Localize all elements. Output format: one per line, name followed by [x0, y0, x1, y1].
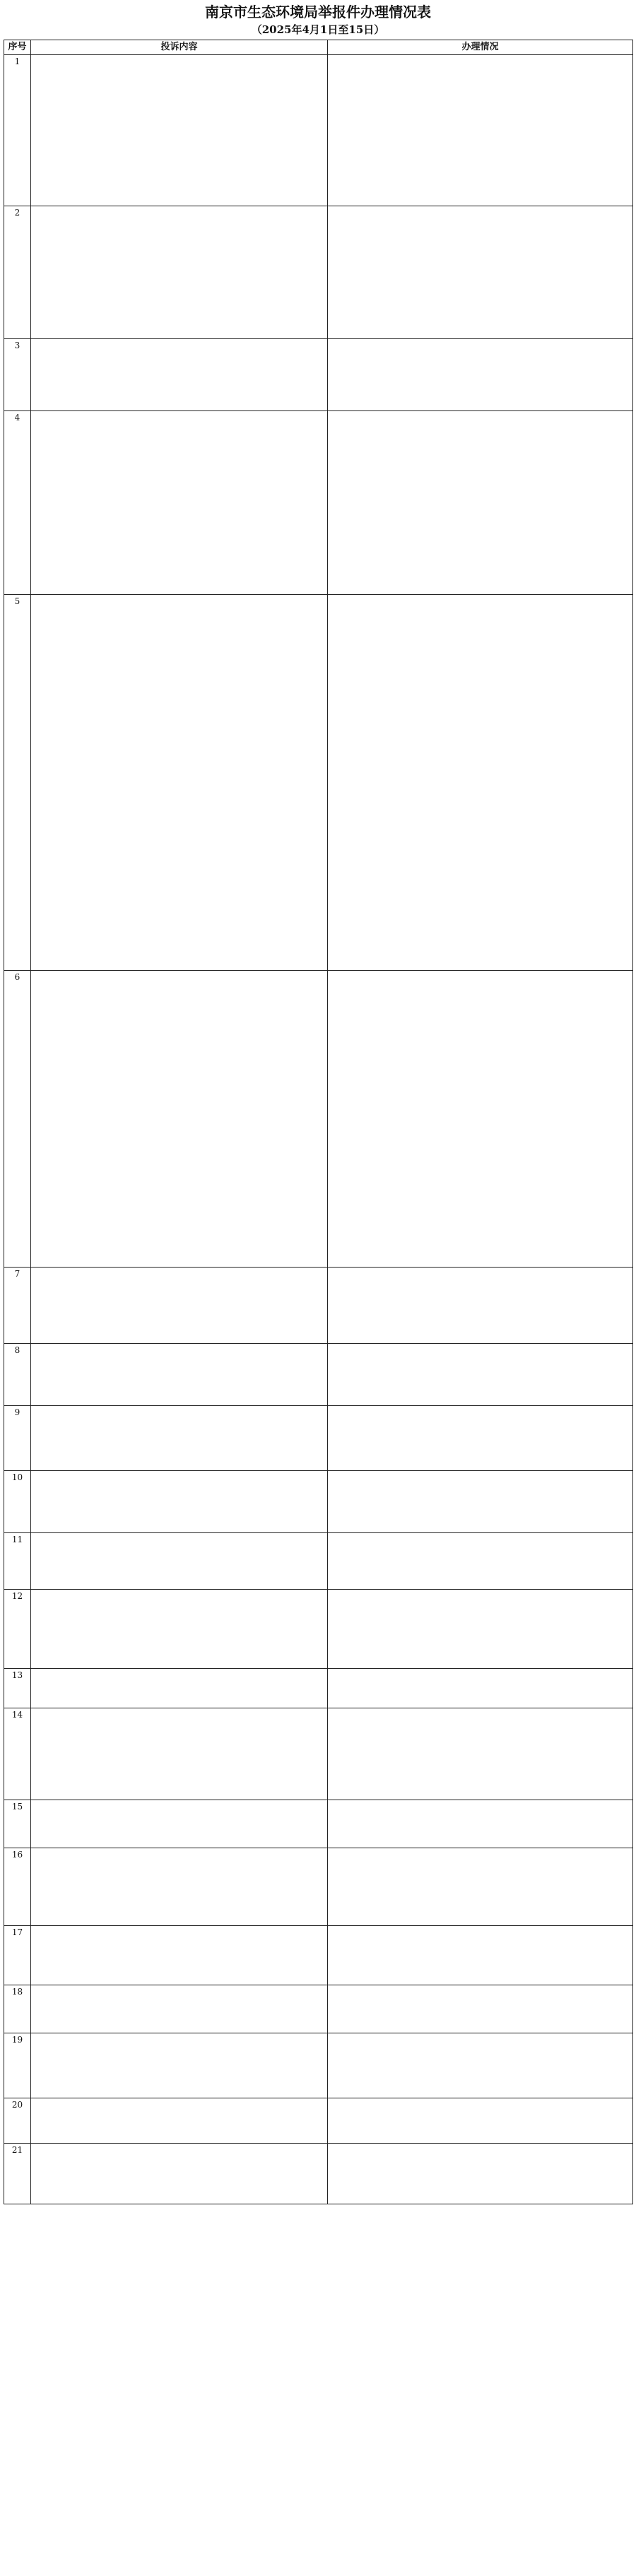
table-row	[4, 1668, 633, 1708]
table-row	[4, 1343, 633, 1405]
row-number: 14	[4, 1708, 31, 1800]
complaint-content	[31, 206, 328, 338]
row-number: 9	[4, 1405, 31, 1470]
complaint-content	[31, 1800, 328, 1848]
table-header-row	[4, 40, 633, 55]
row-number: 8	[4, 1343, 31, 1405]
handling-result	[328, 1708, 633, 1800]
row-number: 21	[4, 2143, 31, 2204]
row-number: 11	[4, 1532, 31, 1589]
handling-result	[328, 1267, 633, 1343]
handling-result	[328, 1532, 633, 1589]
complaint-content	[31, 410, 328, 594]
handling-result	[328, 2143, 633, 2204]
handling-result	[328, 1800, 633, 1848]
complaint-content	[31, 1985, 328, 2033]
table-row	[4, 54, 633, 206]
complaint-content	[31, 1470, 328, 1532]
complaint-content	[31, 1925, 328, 1985]
row-number: 7	[4, 1267, 31, 1343]
table-row	[4, 1800, 633, 1848]
row-number: 15	[4, 1800, 31, 1848]
handling-result	[328, 1848, 633, 1925]
complaint-content	[31, 970, 328, 1267]
handling-result	[328, 338, 633, 410]
column-header-no: 序号	[4, 40, 31, 55]
table-row	[4, 1405, 633, 1470]
complaint-content	[31, 1589, 328, 1668]
row-number: 17	[4, 1925, 31, 1985]
table-row	[4, 1848, 633, 1925]
complaint-content	[31, 54, 328, 206]
report-table	[4, 40, 633, 2204]
complaint-content	[31, 1405, 328, 1470]
column-header-content: 投诉内容	[31, 40, 328, 55]
row-number: 12	[4, 1589, 31, 1668]
handling-result	[328, 1925, 633, 1985]
handling-result	[328, 410, 633, 594]
handling-result	[328, 2033, 633, 2098]
table-row	[4, 1985, 633, 2033]
row-number: 1	[4, 54, 31, 206]
table-row	[4, 970, 633, 1267]
table-row	[4, 1708, 633, 1800]
row-number: 18	[4, 1985, 31, 2033]
complaint-content	[31, 2033, 328, 2098]
complaint-content	[31, 1708, 328, 1800]
table-row	[4, 206, 633, 338]
row-number: 10	[4, 1470, 31, 1532]
table-row	[4, 2098, 633, 2143]
row-number: 4	[4, 410, 31, 594]
table-row	[4, 410, 633, 594]
handling-result	[328, 1589, 633, 1668]
complaint-content	[31, 1267, 328, 1343]
complaint-content	[31, 1848, 328, 1925]
row-number: 13	[4, 1668, 31, 1708]
row-number: 19	[4, 2033, 31, 2098]
complaint-content	[31, 1343, 328, 1405]
table-row	[4, 594, 633, 970]
row-number: 2	[4, 206, 31, 338]
row-number: 20	[4, 2098, 31, 2143]
row-number: 3	[4, 338, 31, 410]
row-number: 16	[4, 1848, 31, 1925]
row-number: 5	[4, 594, 31, 970]
table-row	[4, 338, 633, 410]
complaint-content	[31, 2143, 328, 2204]
complaint-content	[31, 1532, 328, 1589]
table-row	[4, 1470, 633, 1532]
handling-result	[328, 1668, 633, 1708]
handling-result	[328, 1470, 633, 1532]
table-row	[4, 1925, 633, 1985]
handling-result	[328, 1405, 633, 1470]
handling-result	[328, 970, 633, 1267]
complaint-content	[31, 338, 328, 410]
table-row	[4, 1267, 633, 1343]
handling-result	[328, 206, 633, 338]
column-header-handling: 办理情况	[328, 40, 633, 55]
table-row	[4, 1589, 633, 1668]
table-row	[4, 2143, 633, 2204]
handling-result	[328, 1985, 633, 2033]
handling-result	[328, 2098, 633, 2143]
table-row	[4, 1532, 633, 1589]
table-row	[4, 2033, 633, 2098]
handling-result	[328, 1343, 633, 1405]
row-number: 6	[4, 970, 31, 1267]
page-title: 南京市生态环境局举报件办理情况表	[205, 4, 431, 20]
complaint-content	[31, 1668, 328, 1708]
complaint-content	[31, 594, 328, 970]
handling-result	[328, 54, 633, 206]
handling-result	[328, 594, 633, 970]
date-range: （2025年4月1日至15日）	[251, 23, 385, 36]
complaint-content	[31, 2098, 328, 2143]
